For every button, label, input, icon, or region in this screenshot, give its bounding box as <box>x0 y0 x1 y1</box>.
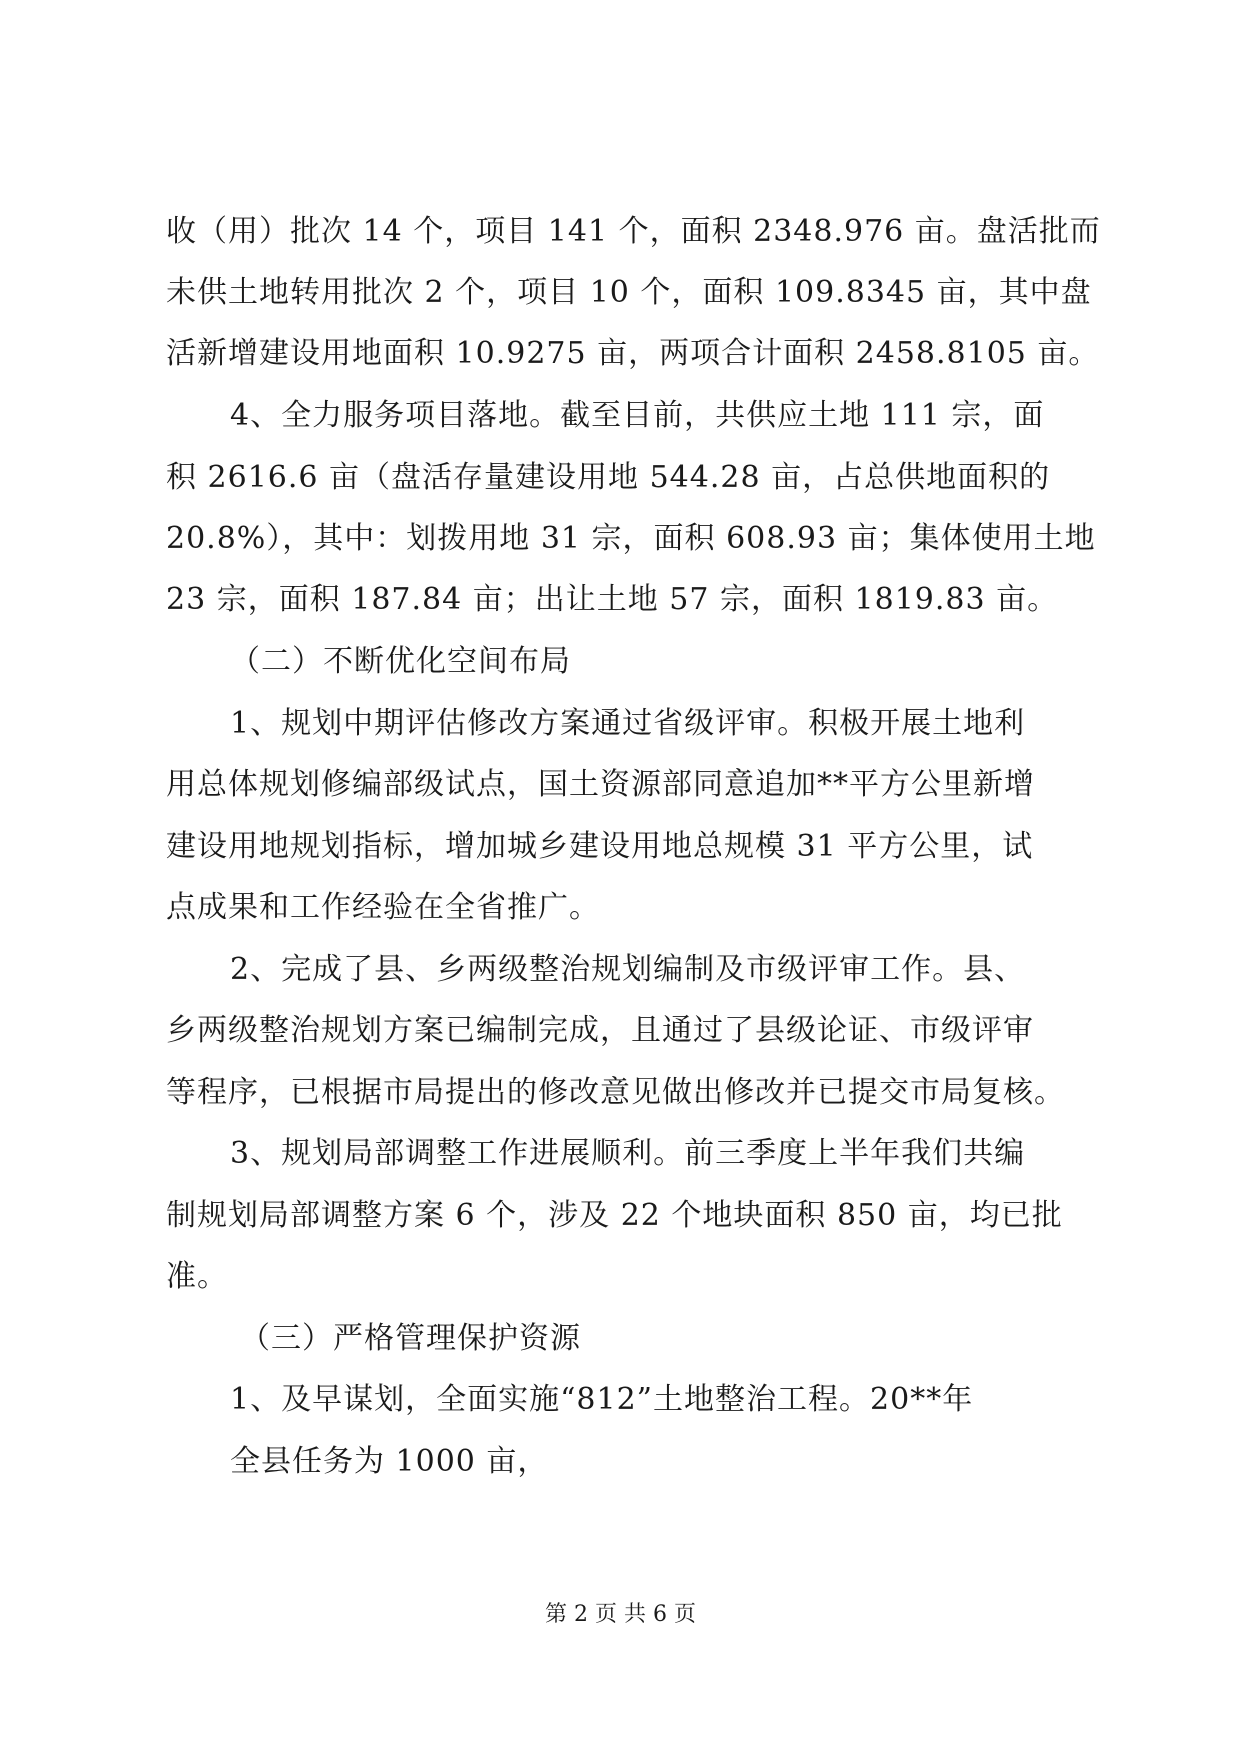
text-line: 活新增建设用地面积 10.9275 亩，两项合计面积 2458.8105 亩。 <box>166 336 1100 371</box>
paragraph-first-line: 3、规划局部调整工作进展顺利。前三季度上半年我们共编 <box>230 1136 1026 1171</box>
section-heading: （三）严格管理保护资源 <box>240 1321 581 1356</box>
text-line: 建设用地规划指标，增加城乡建设用地总规模 31 平方公里，试 <box>166 829 1034 864</box>
text-line: 乡两级整治规划方案已编制完成，且通过了县级论证、市级评审 <box>166 1013 1034 1048</box>
page-footer: 第 2 页 共 6 页 <box>545 1602 696 1627</box>
text-line: 23 宗，面积 187.84 亩；出让土地 57 宗，面积 1819.83 亩。 <box>166 582 1059 617</box>
text-line: 积 2616.6 亩（盘活存量建设用地 544.28 亩，占总供地面积的 <box>166 460 1051 495</box>
text-line: 未供土地转用批次 2 个，项目 10 个，面积 109.8345 亩，其中盘 <box>166 275 1092 310</box>
text-line: 制规划局部调整方案 6 个，涉及 22 个地块面积 850 亩，均已批 <box>166 1198 1063 1233</box>
paragraph-first-line: 1、及早谋划，全面实施“812”土地整治工程。20**年 <box>230 1382 974 1417</box>
text-line: 全县任务为 1000 亩， <box>230 1444 549 1479</box>
text-line: 准。 <box>166 1259 228 1294</box>
text-line: 点成果和工作经验在全省推广。 <box>166 890 600 925</box>
paragraph-first-line: 2、完成了县、乡两级整治规划编制及市级评审工作。县、 <box>230 952 1026 987</box>
section-heading: （二）不断优化空间布局 <box>230 644 571 679</box>
paragraph-first-line: 4、全力服务项目落地。截至目前，共供应土地 111 宗，面 <box>230 398 1045 433</box>
text-line: 收（用）批次 14 个，项目 141 个，面积 2348.976 亩。盘活批而 <box>166 214 1101 249</box>
paragraph-first-line: 1、规划中期评估修改方案通过省级评审。积极开展土地利 <box>230 706 1026 741</box>
text-line: 等程序，已根据市局提出的修改意见做出修改并已提交市局复核。 <box>166 1075 1065 1110</box>
text-line: 20.8%），其中：划拨用地 31 宗，面积 608.93 亩；集体使用土地 <box>166 521 1096 556</box>
text-line: 用总体规划修编部级试点，国土资源部同意追加**平方公里新增 <box>166 767 1035 802</box>
